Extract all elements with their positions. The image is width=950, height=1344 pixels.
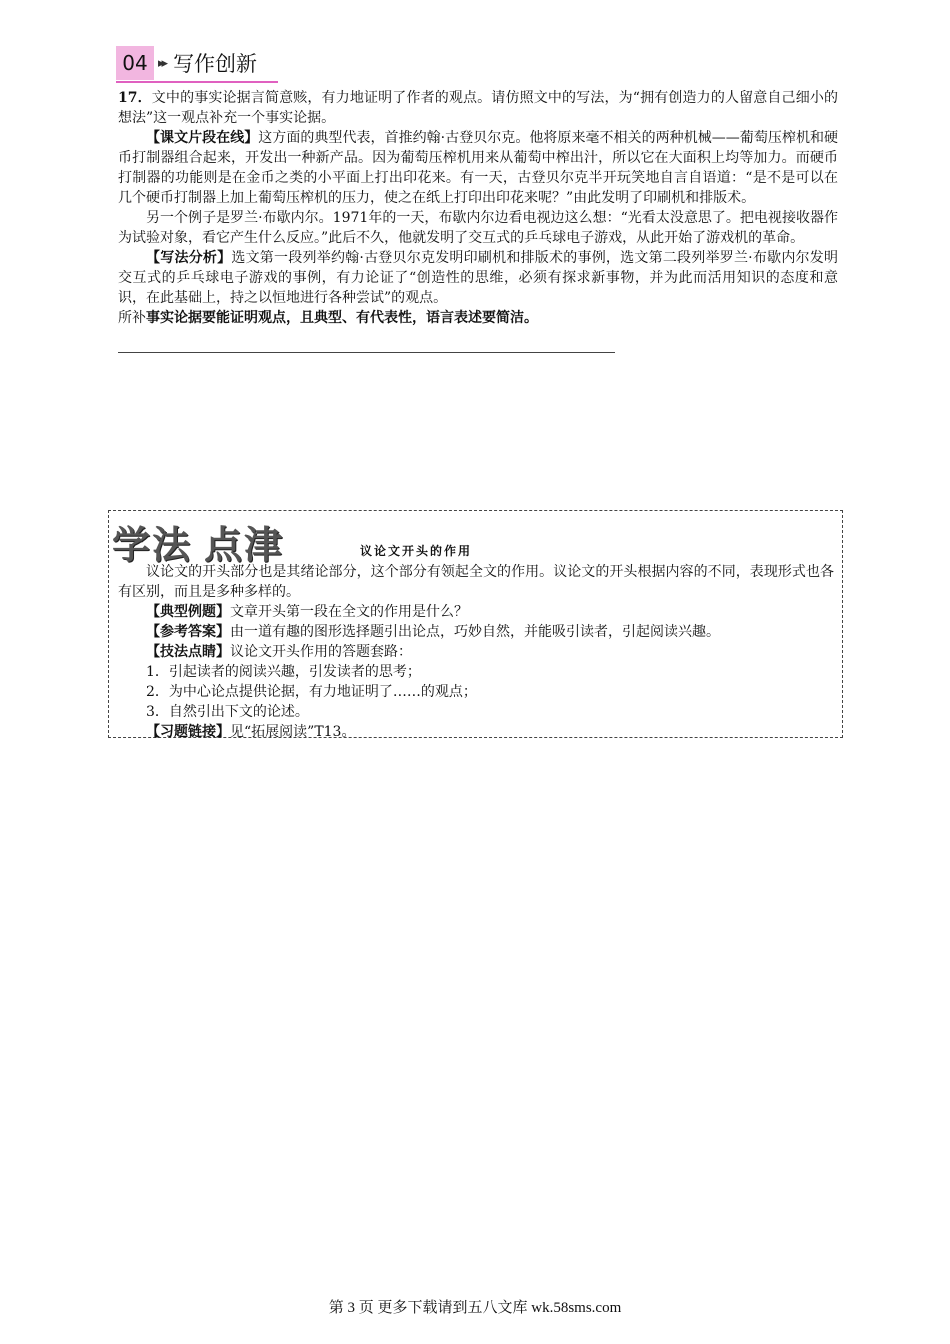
tips-example: 【典型例题】文章开头第一段在全文的作用是什么？ (146, 604, 468, 620)
analysis-paragraph: 【写法分析】选文第一段列举约翰·古登贝尔克发明印刷机和排版术的事例，选文第二段列举罗兰·布歇内尔发明交互式的乒乓球电子游戏的事例，有力论证了“创造性的思维，必须有探求新事物，并为此而活用知识的态度和意识，在此基础上，持之以恒地进行各种尝试”的观点。 (118, 250, 838, 306)
section-header (116, 46, 257, 80)
tips-link: 【习题链接】见“拓展阅读”T13。 (146, 724, 356, 740)
method-tips-content (118, 562, 834, 742)
tips-item-1: 1．引起读者的阅读兴趣，引发读者的思考； (146, 664, 421, 680)
method-tips-subtitle: 议论文开头的作用 (360, 544, 473, 558)
question-prompt: 17．文中的事实论据言简意赅，有力地证明了作者的观点。请仿照文中的写法，为“拥有创造力的人留意自己细小的想法”这一观点补充一个事实论据。 (118, 90, 839, 126)
double-arrow-icon: ▸▸ (158, 55, 166, 71)
requirement-line: 所补事实论据要能证明观点，且典型、有代表性，语言表述要简洁。 (118, 310, 538, 326)
question-block (118, 88, 838, 328)
excerpt-paragraph-2: 另一个例子是罗兰·布歇内尔。1971年的一天，布歇内尔边看电视边这么想：“光看太没意思了。把电视接收器作为试验对象，看它产生什么反应。”此后不久，他就发明了交互式的乒乓球电子游戏，从此开始了游戏机的革命。 (118, 210, 838, 246)
tips-answer: 【参考答案】由一道有趣的图形选择题引出论点，巧妙自然，并能吸引读者，引起阅读兴趣。 (146, 624, 720, 640)
tips-intro: 议论文的开头部分也是其绪论部分，这个部分有领起全文的作用。议论文的开头根据内容的不同，表现形式也各有区别，而且是多种多样的。 (118, 564, 834, 600)
section-number: 04 (116, 46, 154, 80)
page-footer: 第 3 页 更多下载请到五八文库 wk.58sms.com (328, 1300, 622, 1316)
excerpt-paragraph-1: 【课文片段在线】这方面的典型代表，首推约翰·古登贝尔克。他将原来毫不相关的两种机械——葡萄压榨机和硬币打制器组合起来，开发出一种新产品。因为葡萄压榨机用来从葡萄中榨出汁，所以它在大面积上均等加力。而硬币打制器的功能则是在金币之类的小平面上打出印花来。有一天，古登贝尔克半开玩笑地自言自语道：“是不是可以在几个硬币打制器上加上葡萄压榨机的压力，使之在纸上打印出印花来呢？”由此发明了印刷机和排版术。 (118, 130, 839, 206)
tips-item-3: 3．自然引出下文的论述。 (146, 704, 309, 720)
tips-technique: 【技法点睛】议论文开头作用的答题套路： (146, 644, 412, 660)
header-underline (116, 81, 278, 83)
tips-item-2: 2．为中心论点提供论据，有力地证明了……的观点； (146, 684, 477, 700)
section-title: 写作创新 (173, 52, 258, 76)
answer-underline (118, 352, 615, 353)
method-tips-logo: 学法 点津 (112, 523, 285, 567)
